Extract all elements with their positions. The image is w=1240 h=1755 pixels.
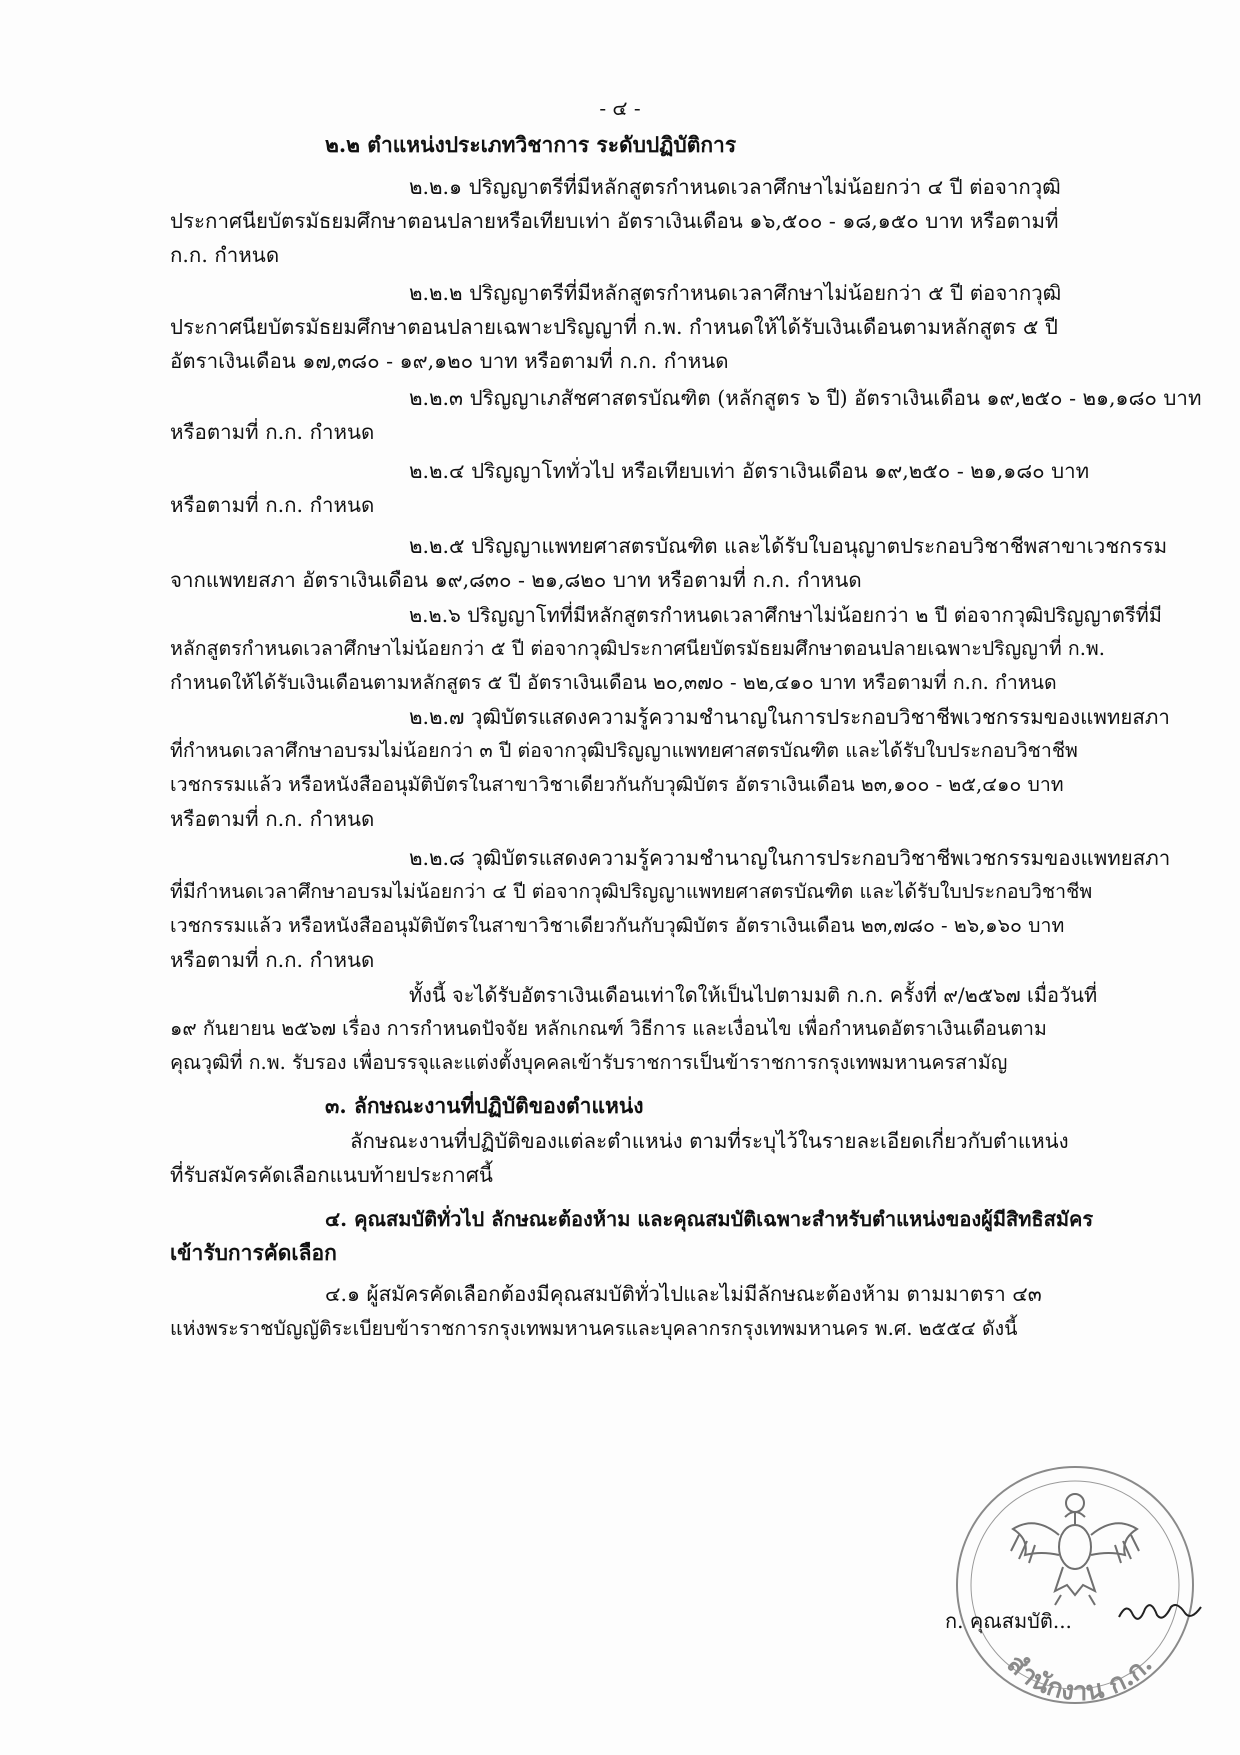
section-heading-3: ๓. ลักษณะงานที่ปฏิบัติของตำแหน่ง bbox=[325, 1093, 644, 1118]
salary-note-line-3: คุณวุฒิที่ ก.พ. รับรอง เพื่อบรรจุและแต่งตั้งบุคคลเข้ารับราชการเป็นข้าราชการกรุงเทพมหานครสามัญ bbox=[170, 1051, 1008, 1074]
section-heading-4-line-2: เข้ารับการคัดเลือก bbox=[170, 1240, 337, 1265]
item-2-2-8-line-4: หรือตามที่ ก.ก. กำหนด bbox=[170, 948, 375, 972]
item-2-2-7-line-2: ที่กำหนดเวลาศึกษาอบรมไม่น้อยกว่า ๓ ปี ต่อจากวุฒิปริญญาแพทยศาสตรบัณฑิต และได้รับใบประกอบวิชาชีพ bbox=[170, 739, 1078, 762]
item-2-2-3-line-1: ๒.๒.๓ ปริญญาเภสัชศาสตรบัณฑิต (หลักสูตร ๖ ปี) อัตราเงินเดือน ๑๙,๒๕๐ - ๒๑,๑๘๐ บาท bbox=[409, 386, 1202, 410]
item-2-2-5-line-2: จากแพทยสภา อัตราเงินเดือน ๑๙,๘๓๐ - ๒๑,๘๒๐ บาท หรือตามที่ ก.ก. กำหนด bbox=[170, 568, 862, 592]
salary-note-line-2: ๑๙ กันยายน ๒๕๖๗ เรื่อง การกำหนดปัจจัย หลักเกณฑ์ วิธีการ และเงื่อนไข เพื่อกำหนดอัตราเงินเดือนตาม bbox=[170, 1017, 1047, 1040]
handwritten-initials bbox=[1115, 1597, 1205, 1627]
section-3-line-2: ที่รับสมัครคัดเลือกแนบท้ายประกาศนี้ bbox=[170, 1163, 493, 1187]
item-4-1-line-1: ๔.๑ ผู้สมัครคัดเลือกต้องมีคุณสมบัติทั่วไปและไม่มีลักษณะต้องห้าม ตามมาตรา ๔๓ bbox=[325, 1282, 1042, 1306]
item-2-2-2-line-1: ๒.๒.๒ ปริญญาตรีที่มีหลักสูตรกำหนดเวลาศึกษาไม่น้อยกว่า ๕ ปี ต่อจากวุฒิ bbox=[409, 281, 1062, 305]
item-2-2-7-line-1: ๒.๒.๗ วุฒิบัตรแสดงความรู้ความชำนาญในการประกอบวิชาชีพเวชกรรมของแพทยสภา bbox=[409, 705, 1170, 729]
salary-note-line-1: ทั้งนี้ จะได้รับอัตราเงินเดือนเท่าใดให้เป็นไปตามมติ ก.ก. ครั้งที่ ๙/๒๕๖๗ เมื่อวันที่ bbox=[409, 983, 1098, 1007]
item-2-2-1-line-3: ก.ก. กำหนด bbox=[170, 243, 280, 267]
item-2-2-8-line-2: ที่มีกำหนดเวลาศึกษาอบรมไม่น้อยกว่า ๔ ปี ต่อจากวุฒิปริญญาแพทยศาสตรบัณฑิต และได้รับใบประกอบวิชาชีพ bbox=[170, 880, 1093, 903]
section-heading-4-line-1: ๔. คุณสมบัติทั่วไป ลักษณะต้องห้าม และคุณสมบัติเฉพาะสำหรับตำแหน่งของผู้มีสิทธิสมัคร bbox=[325, 1207, 1094, 1231]
item-2-2-8-line-3: เวชกรรมแล้ว หรือหนังสืออนุมัติบัตรในสาขาวิชาเดียวกันกับวุฒิบัตร อัตราเงินเดือน ๒๓,๗๘๐ - ๒๖,๑๖๐ บาท bbox=[170, 914, 1065, 937]
item-2-2-6-line-3: กำหนดให้ได้รับเงินเดือนตามหลักสูตร ๕ ปี อัตราเงินเดือน ๒๐,๓๗๐ - ๒๒,๔๑๐ บาท หรือตามที่ ก.ก. กำหนด bbox=[170, 671, 1057, 694]
item-2-2-5-line-1: ๒.๒.๕ ปริญญาแพทยศาสตรบัณฑิต และได้รับใบอนุญาตประกอบวิชาชีพสาขาเวชกรรม bbox=[409, 534, 1168, 558]
item-2-2-2-line-3: อัตราเงินเดือน ๑๗,๓๘๐ - ๑๙,๑๒๐ บาท หรือตามที่ ก.ก. กำหนด bbox=[170, 349, 729, 373]
item-2-2-6-line-1: ๒.๒.๖ ปริญญาโทที่มีหลักสูตรกำหนดเวลาศึกษาไม่น้อยกว่า ๒ ปี ต่อจากวุฒิปริญญาตรีที่มี bbox=[409, 603, 1162, 627]
item-2-2-6-line-2: หลักสูตรกำหนดเวลาศึกษาไม่น้อยกว่า ๕ ปี ต่อจากวุฒิประกาศนียบัตรมัธยมศึกษาตอนปลายเฉพาะปริญญาที่ ก.พ. bbox=[170, 637, 1105, 660]
svg-text:สำนักงาน ก.ก. bbox=[1001, 1649, 1159, 1707]
item-2-2-1-line-1: ๒.๒.๑ ปริญญาตรีที่มีหลักสูตรกำหนดเวลาศึกษาไม่น้อยกว่า ๔ ปี ต่อจากวุฒิ bbox=[409, 175, 1061, 199]
item-2-2-3-line-2: หรือตามที่ ก.ก. กำหนด bbox=[170, 420, 375, 444]
item-2-2-8-line-1: ๒.๒.๘ วุฒิบัตรแสดงความรู้ความชำนาญในการประกอบวิชาชีพเวชกรรมของแพทยสภา bbox=[409, 846, 1171, 870]
seal-text: สำนักงาน ก.ก. bbox=[1001, 1648, 1159, 1708]
section-3-line-1: ลักษณะงานที่ปฏิบัติของแต่ละตำแหน่ง ตามที่ระบุไว้ในรายละเอียดเกี่ยวกับตำแหน่ง bbox=[350, 1129, 1069, 1153]
item-2-2-4-line-2: หรือตามที่ ก.ก. กำหนด bbox=[170, 493, 375, 517]
section-heading-2-2: ๒.๒ ตำแหน่งประเภทวิชาการ ระดับปฏิบัติการ bbox=[325, 132, 737, 157]
item-2-2-1-line-2: ประกาศนียบัตรมัธยมศึกษาตอนปลายหรือเทียบเท่า อัตราเงินเดือน ๑๖,๕๐๐ - ๑๘,๑๕๐ บาท หรือตามที่ bbox=[170, 209, 1059, 233]
page-number: - ๔ - bbox=[599, 96, 641, 120]
footer-note: ก. คุณสมบัติ... bbox=[945, 1609, 1072, 1633]
item-4-1-line-2: แห่งพระราชบัญญัติระเบียบข้าราชการกรุงเทพมหานครและบุคลากรกรุงเทพมหานคร พ.ศ. ๒๕๕๔ ดังนี้ bbox=[170, 1317, 1018, 1340]
item-2-2-2-line-2: ประกาศนียบัตรมัธยมศึกษาตอนปลายเฉพาะปริญญาที่ ก.พ. กำหนดให้ได้รับเงินเดือนตามหลักสูตร ๕ ปี bbox=[170, 315, 1058, 339]
garuda-emblem-icon bbox=[1011, 1494, 1139, 1605]
office-seal-stamp bbox=[945, 1455, 1205, 1715]
item-2-2-7-line-4: หรือตามที่ ก.ก. กำหนด bbox=[170, 807, 375, 831]
item-2-2-7-line-3: เวชกรรมแล้ว หรือหนังสืออนุมัติบัตรในสาขาวิชาเดียวกันกับวุฒิบัตร อัตราเงินเดือน ๒๓,๑๐๐ - ๒๕,๔๑๐ บาท bbox=[170, 773, 1064, 796]
item-2-2-4-line-1: ๒.๒.๔ ปริญญาโททั่วไป หรือเทียบเท่า อัตราเงินเดือน ๑๙,๒๕๐ - ๒๑,๑๘๐ บาท bbox=[409, 459, 1090, 483]
